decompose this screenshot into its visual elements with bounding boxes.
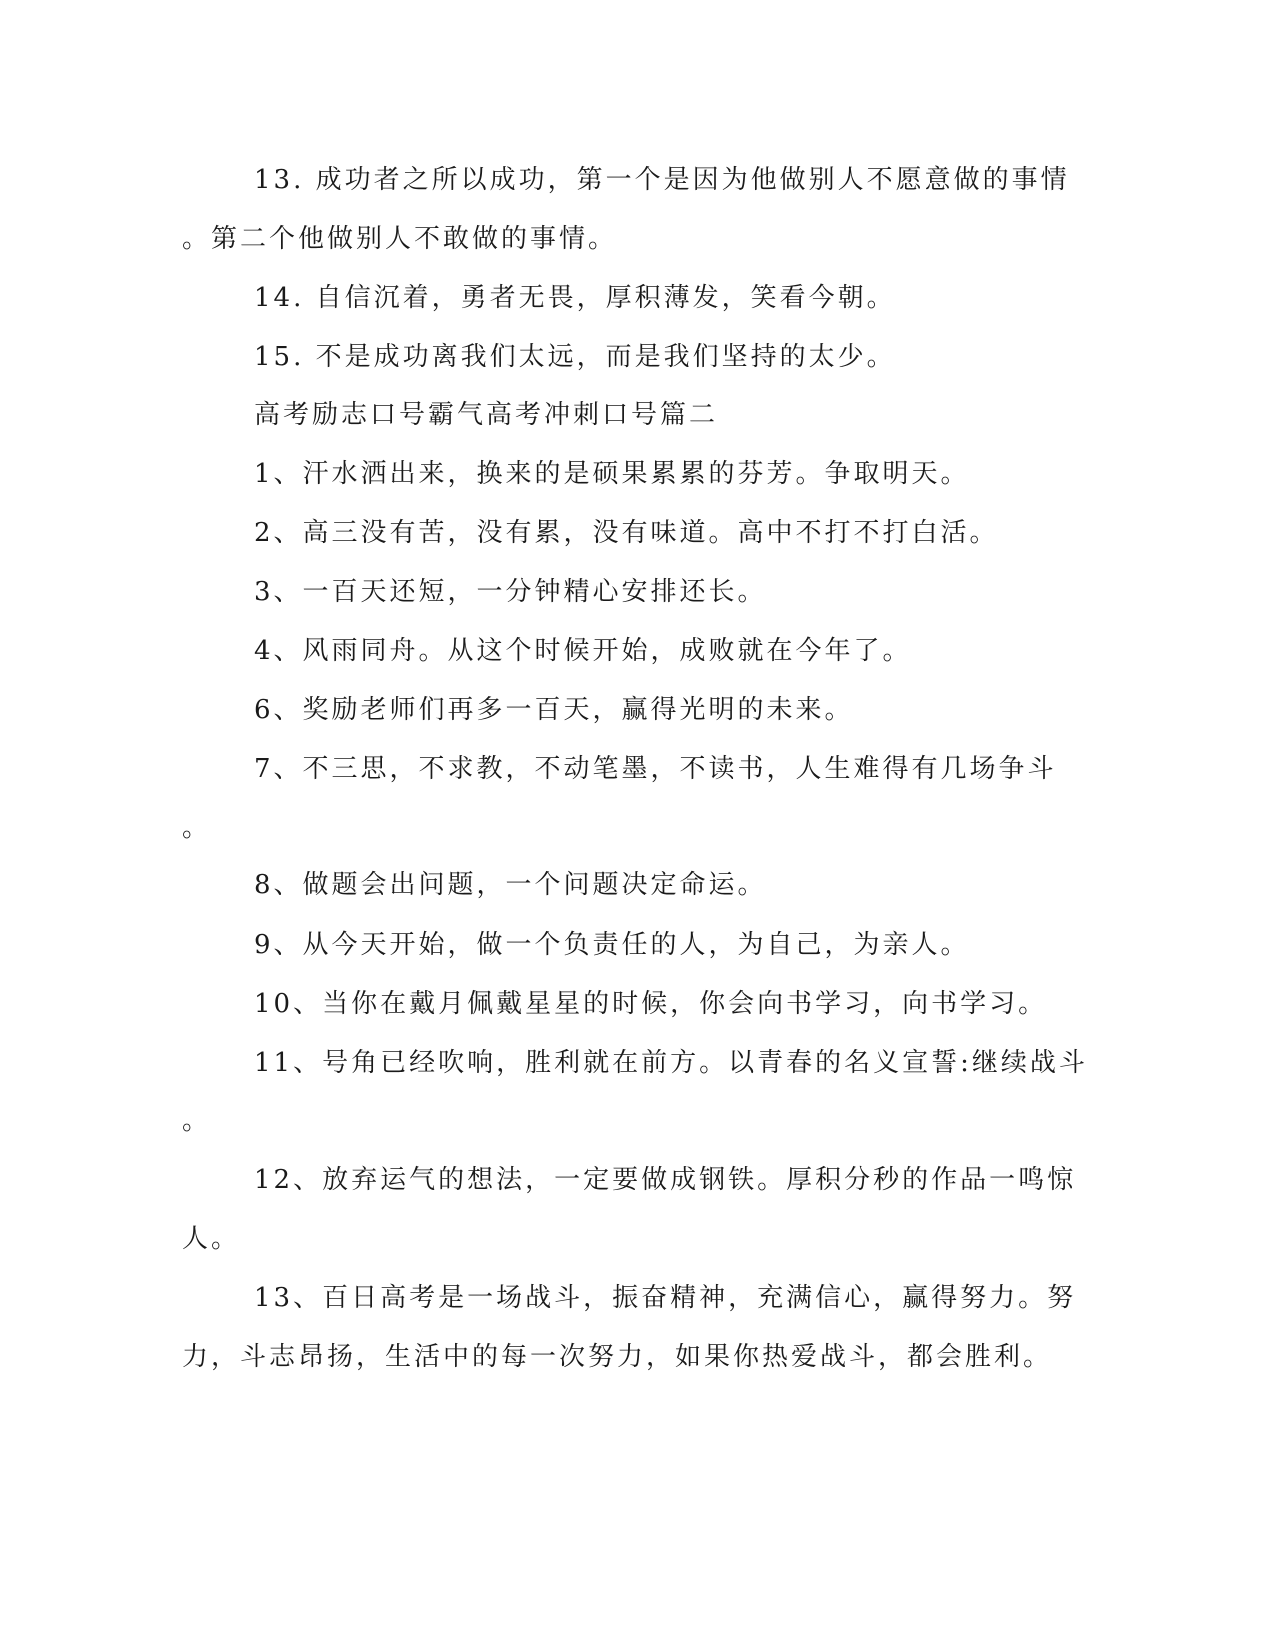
slogan-11-line-1: 11、号角已经吹响，胜利就在前方。以青春的名义宣誓:继续战斗 [254, 1048, 1088, 1078]
paragraph-14: 14. 自信沉着，勇者无畏，厚积薄发，笑看今朝。 [254, 283, 896, 313]
slogan-11-line-2: 。 [182, 1106, 212, 1136]
slogan-7-line-2: 。 [182, 813, 212, 843]
slogan-7-line-1: 7、不三思，不求教，不动笔墨，不读书，人生难得有几场争斗 [254, 754, 1057, 784]
slogan-12-line-1: 12、放弃运气的想法，一定要做成钢铁。厚积分秒的作品一鸣惊 [254, 1165, 1077, 1195]
slogan-12-line-2: 人。 [182, 1224, 241, 1254]
slogan-3: 3、一百天还短，一分钟精心安排还长。 [254, 577, 767, 607]
slogan-6: 6、奖励老师们再多一百天，赢得光明的未来。 [254, 695, 854, 725]
slogan-10: 10、当你在戴月佩戴星星的时候，你会向书学习，向书学习。 [254, 989, 1048, 1019]
paragraph-13-line-2: 。第二个他做别人不敢做的事情。 [182, 224, 618, 254]
slogan-2: 2、高三没有苦，没有累，没有味道。高中不打不打白活。 [254, 518, 999, 548]
slogan-9: 9、从今天开始，做一个负责任的人，为自己，为亲人。 [254, 930, 970, 960]
section-heading: 高考励志口号霸气高考冲刺口号篇二 [254, 400, 719, 430]
slogan-1: 1、汗水洒出来，换来的是硕果累累的芬芳。争取明天。 [254, 459, 970, 489]
paragraph-15: 15. 不是成功离我们太远，而是我们坚持的太少。 [254, 342, 896, 372]
slogan-8: 8、做题会出问题，一个问题决定命运。 [254, 870, 767, 900]
slogan-4: 4、风雨同舟。从这个时候开始，成败就在今年了。 [254, 636, 912, 666]
paragraph-13-line-1: 13. 成功者之所以成功，第一个是因为他做别人不愿意做的事情 [254, 165, 1070, 195]
slogan-13-line-1: 13、百日高考是一场战斗，振奋精神，充满信心，赢得努力。努 [254, 1283, 1077, 1313]
slogan-13-line-2: 力，斗志昂扬，生活中的每一次努力，如果你热爱战斗，都会胜利。 [182, 1342, 1053, 1372]
